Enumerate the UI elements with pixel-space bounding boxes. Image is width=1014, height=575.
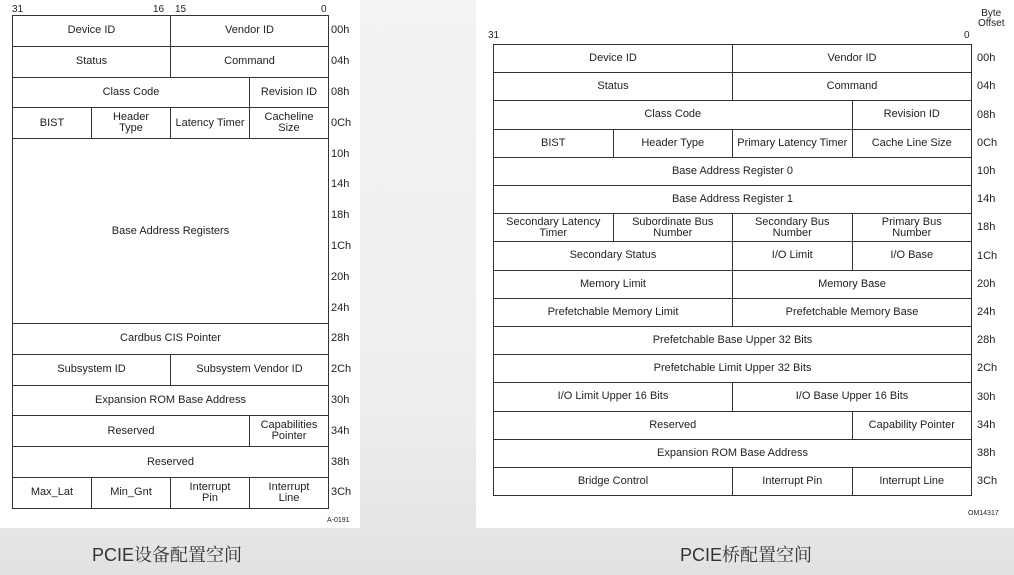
left-field-latency-timer: Latency Timer bbox=[171, 108, 250, 139]
right-bit-31: 31 bbox=[488, 30, 500, 41]
right-figure-code: OM14317 bbox=[968, 510, 999, 517]
right-field-secondary-status: Secondary Status bbox=[494, 242, 733, 270]
left-field-subsystem-id: Subsystem ID bbox=[13, 355, 171, 386]
left-field-cardbus-cis-pointer: Cardbus CIS Pointer bbox=[13, 324, 329, 355]
left-field-base-address-registers: Base Address Registers bbox=[13, 139, 329, 324]
left-bit-0: 0 bbox=[321, 4, 327, 15]
right-offset-label: 00h bbox=[977, 52, 996, 65]
left-field-max-lat: Max_Lat bbox=[13, 478, 92, 509]
left-field-bist: BIST bbox=[13, 108, 92, 139]
left-offset-label: 3Ch bbox=[331, 486, 352, 499]
left-bit-15: 15 bbox=[175, 4, 187, 15]
right-field-prefetchable-base-upper-32-bits: Prefetchable Base Upper 32 Bits bbox=[494, 327, 972, 355]
right-offset-label: 04h bbox=[977, 80, 996, 93]
right-field-command: Command bbox=[733, 73, 972, 101]
right-field-bridge-control: Bridge Control bbox=[494, 468, 733, 496]
right-offset-label: 3Ch bbox=[977, 475, 998, 488]
device-config-table bbox=[12, 15, 329, 509]
left-offset-label: 00h bbox=[331, 24, 350, 37]
right-offset-label: 0Ch bbox=[977, 136, 998, 149]
bridge-config-table bbox=[493, 44, 972, 496]
left-offset-label: 28h bbox=[331, 332, 350, 345]
right-field-reserved: Reserved bbox=[494, 412, 853, 440]
device-config-caption: PCIE设备配置空间 bbox=[92, 545, 243, 565]
right-field-primary-bus-number: Primary Bus Number bbox=[853, 214, 973, 242]
right-field-interrupt-pin: Interrupt Pin bbox=[733, 468, 853, 496]
bridge-config-caption: PCIE桥配置空间 bbox=[680, 545, 813, 565]
right-offset-label: 28h bbox=[977, 334, 996, 347]
right-field-base-address-register-0: Base Address Register 0 bbox=[494, 158, 972, 186]
right-offset-label: 10h bbox=[977, 164, 996, 177]
right-field-status: Status bbox=[494, 73, 733, 101]
right-bit-0: 0 bbox=[964, 30, 970, 41]
left-offset-label: 18h bbox=[331, 209, 350, 222]
left-bit-31: 31 bbox=[12, 4, 24, 15]
right-offset-label: 08h bbox=[977, 108, 996, 121]
right-offset-label: 2Ch bbox=[977, 362, 998, 375]
right-offset-label: 1Ch bbox=[977, 249, 998, 262]
left-field-subsystem-vendor-id: Subsystem Vendor ID bbox=[171, 355, 329, 386]
right-field-secondary-latency-timer: Secondary Latency Timer bbox=[494, 214, 614, 242]
left-offset-label: 2Ch bbox=[331, 363, 352, 376]
left-field-interrupt-line: Interrupt Line bbox=[250, 478, 329, 509]
left-offset-label: 14h bbox=[331, 178, 350, 191]
left-field-vendor-id: Vendor ID bbox=[171, 16, 329, 47]
left-field-header-type: Header Type bbox=[92, 108, 171, 139]
left-field-min-gnt: Min_Gnt bbox=[92, 478, 171, 509]
left-field-reserved: Reserved bbox=[13, 447, 329, 478]
left-bit-16: 16 bbox=[153, 4, 165, 15]
left-offset-label: 20h bbox=[331, 270, 350, 283]
left-field-reserved: Reserved bbox=[13, 416, 250, 447]
right-field-cache-line-size: Cache Line Size bbox=[853, 130, 973, 158]
left-field-capabilities-pointer: Capabilities Pointer bbox=[250, 416, 329, 447]
right-field-header-type: Header Type bbox=[614, 130, 734, 158]
left-offset-label: 1Ch bbox=[331, 240, 352, 252]
left-field-class-code: Class Code bbox=[13, 78, 250, 109]
right-offset-label: 14h bbox=[977, 193, 996, 206]
right-offset-label: 30h bbox=[977, 390, 996, 403]
right-field-expansion-rom-base-address: Expansion ROM Base Address bbox=[494, 440, 972, 468]
right-field-vendor-id: Vendor ID bbox=[733, 45, 972, 73]
left-field-status: Status bbox=[13, 47, 171, 78]
right-field-memory-limit: Memory Limit bbox=[494, 271, 733, 299]
left-field-expansion-rom-base-address: Expansion ROM Base Address bbox=[13, 386, 329, 417]
right-field-i-o-base: I/O Base bbox=[853, 242, 973, 270]
right-field-revision-id: Revision ID bbox=[853, 101, 973, 129]
right-field-memory-base: Memory Base bbox=[733, 271, 972, 299]
left-offset-label: 34h bbox=[331, 424, 350, 437]
right-field-device-id: Device ID bbox=[494, 45, 733, 73]
right-field-base-address-register-1: Base Address Register 1 bbox=[494, 186, 972, 214]
left-field-command: Command bbox=[171, 47, 329, 78]
left-offset-label: 30h bbox=[331, 394, 350, 406]
right-offset-label: 38h bbox=[977, 446, 996, 459]
left-offset-label: 24h bbox=[331, 301, 350, 314]
right-field-interrupt-line: Interrupt Line bbox=[853, 468, 973, 496]
left-offset-label: 38h bbox=[331, 455, 350, 468]
right-field-primary-latency-timer: Primary Latency Timer bbox=[733, 130, 853, 158]
right-field-i-o-base-upper-16-bits: I/O Base Upper 16 Bits bbox=[733, 383, 972, 411]
left-figure-code: A-0191 bbox=[327, 517, 350, 524]
right-field-subordinate-bus-number: Subordinate Bus Number bbox=[614, 214, 734, 242]
right-field-i-o-limit-upper-16-bits: I/O Limit Upper 16 Bits bbox=[494, 383, 733, 411]
right-offset-label: 24h bbox=[977, 305, 996, 318]
right-field-prefetchable-memory-limit: Prefetchable Memory Limit bbox=[494, 299, 733, 327]
right-field-bist: BIST bbox=[494, 130, 614, 158]
left-field-interrupt-pin: Interrupt Pin bbox=[171, 478, 250, 509]
right-offset-label: 18h bbox=[977, 221, 996, 234]
right-offset-label: 20h bbox=[977, 277, 996, 290]
left-offset-label: 10h bbox=[331, 147, 350, 160]
left-offset-label: 08h bbox=[331, 86, 350, 98]
right-field-i-o-limit: I/O Limit bbox=[733, 242, 853, 270]
right-offset-label: 34h bbox=[977, 418, 996, 431]
left-field-cacheline-size: Cacheline Size bbox=[250, 108, 329, 139]
byte-offset-label: Byte Offset bbox=[978, 8, 1005, 29]
left-offset-label: 04h bbox=[331, 55, 350, 68]
right-field-prefetchable-memory-base: Prefetchable Memory Base bbox=[733, 299, 972, 327]
right-field-prefetchable-limit-upper-32-bits: Prefetchable Limit Upper 32 Bits bbox=[494, 355, 972, 383]
right-field-class-code: Class Code bbox=[494, 101, 853, 129]
right-field-secondary-bus-number: Secondary Bus Number bbox=[733, 214, 853, 242]
left-field-revision-id: Revision ID bbox=[250, 78, 329, 109]
left-field-device-id: Device ID bbox=[13, 16, 171, 47]
right-field-capability-pointer: Capability Pointer bbox=[853, 412, 973, 440]
left-offset-label: 0Ch bbox=[331, 116, 352, 129]
